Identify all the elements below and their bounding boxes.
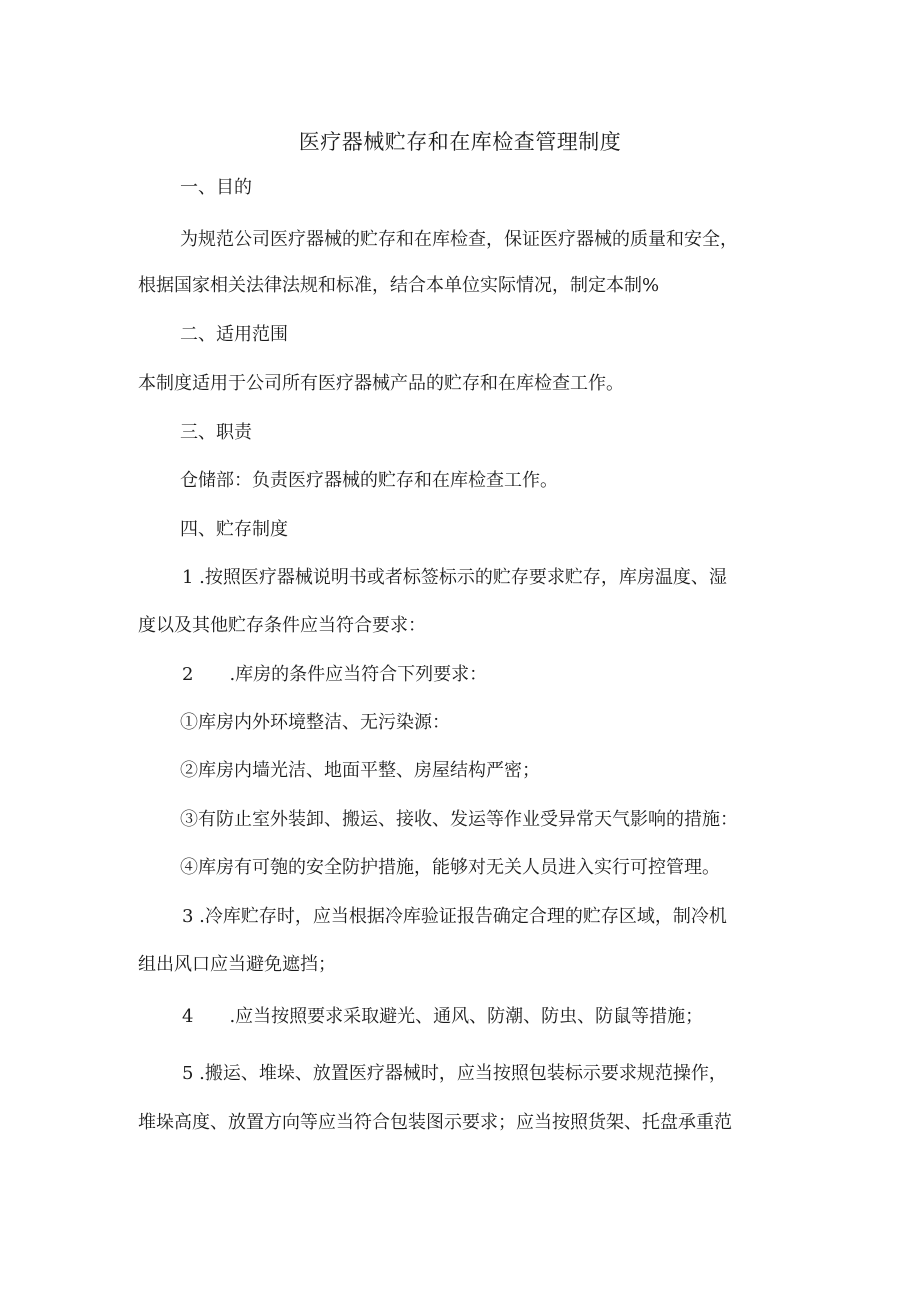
list-item: 4 .应当按照要求采取避光、通风、防潮、防虫、防鼠等措施； (182, 1006, 704, 1027)
paragraph-line: 为规范公司医疗器械的贮存和在库检查，保证医疗器械的质量和安全， (180, 229, 738, 250)
paragraph-line: 堆垛高度、放置方向等应当符合包装图示要求；应当按照货架、托盘承重范 (138, 1112, 732, 1133)
paragraph-line: 本制度适用于公司所有医疗器械产品的贮存和在库检查工作。 (138, 373, 624, 394)
paragraph-line: 组出风口应当避免遮挡； (138, 954, 336, 975)
paragraph-line: 度以及其他贮存条件应当符合要求： (138, 615, 426, 636)
list-item: 5 .搬运、堆垛、放置医疗器械时，应当按照包装标示要求规范操作， (182, 1063, 727, 1084)
list-item: 2 .库房的条件应当符合下列要求： (182, 664, 488, 685)
heading-scope: 二、适用范围 (180, 324, 288, 345)
list-item: ②库房内墙光洁、地面平整、房屋结构严密； (180, 760, 540, 781)
list-item: ③有防止室外装卸、搬运、接收、发运等作业受异常天气影响的措施： (180, 809, 738, 830)
heading-purpose: 一、目的 (180, 177, 252, 198)
paragraph-line: 根据国家相关法律法规和标准，结合本单位实际情况，制定本制% (138, 275, 660, 296)
list-item: 1 .按照医疗器械说明书或者标签标示的贮存要求贮存，库房温度、湿 (182, 567, 727, 588)
list-item: 3 .冷库贮存时，应当根据冷库验证报告确定合理的贮存区域，制冷机 (182, 906, 727, 927)
heading-responsibility: 三、职责 (180, 422, 252, 443)
paragraph-line: 仓储部：负责医疗器械的贮存和在库检查工作。 (180, 470, 558, 491)
document-title: 医疗器械贮存和在库检查管理制度 (298, 130, 622, 154)
list-item: ①库房内外环境整洁、无污染源： (180, 712, 450, 733)
list-item: ④库房有可匏的安全防护措施，能够对无关人员进入实行可控管理。 (180, 857, 720, 878)
heading-storage-rules: 四、贮存制度 (180, 519, 288, 540)
